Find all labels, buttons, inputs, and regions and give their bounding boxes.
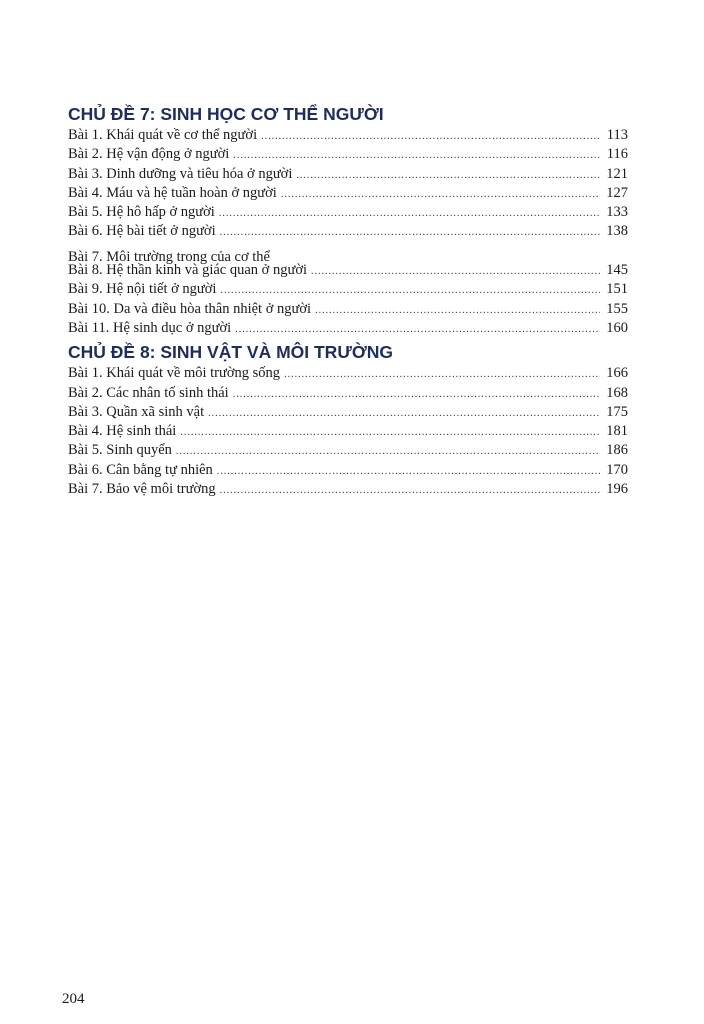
dot-leader xyxy=(281,185,600,204)
dot-leader xyxy=(284,365,600,384)
toc-entry xyxy=(68,261,628,280)
toc-entry-page: 121 xyxy=(606,165,628,182)
toc-entry-title: Bài 5. Hệ hô hấp ở người xyxy=(68,204,215,221)
toc-entry-page: 168 xyxy=(606,384,628,401)
dot-leader xyxy=(219,204,600,223)
toc-entry-page: 166 xyxy=(606,365,628,382)
toc-entry-page: 113 xyxy=(606,127,628,143)
dot-leader xyxy=(311,262,600,281)
toc-entry-title: Bài 2. Hệ vận động ở người xyxy=(68,146,230,163)
toc-entry-page: 186 xyxy=(606,442,628,459)
toc-entry-title: Bài 4. Máu và hệ tuần hoàn ở người xyxy=(68,184,277,201)
toc-entry-title: Bài 1. Khái quát về cơ thể người xyxy=(68,127,258,143)
dot-leader xyxy=(274,242,600,261)
toc-entry xyxy=(68,441,628,460)
chapter-8-entries xyxy=(68,364,628,499)
toc-entry-title: Bài 8. Hệ thần kinh và giác quan ở người xyxy=(68,262,308,279)
toc-entry-page: 116 xyxy=(606,146,628,163)
toc-entry-page: 151 xyxy=(606,281,628,298)
toc-entry-page: 196 xyxy=(606,481,628,498)
toc-entry xyxy=(68,300,628,319)
toc-entry-title: Bài 7. Bảo vệ môi trường xyxy=(68,481,216,498)
toc-entry-title: Bài 11. Hệ sinh dục ở người xyxy=(68,319,232,336)
toc-entry-title: Bài 9. Hệ nội tiết ở người xyxy=(68,281,217,298)
toc-entry-page: 138 xyxy=(606,223,628,240)
toc-entry-title: Bài 6. Hệ bài tiết ở người xyxy=(68,223,216,240)
chapter-7-entries xyxy=(68,126,628,338)
toc-entry xyxy=(68,203,628,222)
toc-entry xyxy=(68,461,628,480)
toc-entry-page: 145 xyxy=(606,262,628,279)
toc-entry xyxy=(68,422,628,441)
toc-entry-page: 181 xyxy=(606,423,628,440)
toc-entry xyxy=(68,165,628,184)
toc-entry-page: 127 xyxy=(606,184,628,201)
toc-entry-title: Bài 10. Da và điều hòa thân nhiệt ở người xyxy=(68,300,312,317)
dot-leader xyxy=(220,481,600,500)
toc-entry xyxy=(68,145,628,164)
toc-entry-title: Bài 6. Cân bằng tự nhiên xyxy=(68,461,213,478)
toc-entry-title: Bài 4. Hệ sinh thái xyxy=(68,423,177,440)
dot-leader xyxy=(233,385,600,404)
dot-leader xyxy=(296,166,600,185)
toc-entry xyxy=(68,364,628,383)
dot-leader xyxy=(233,146,600,165)
toc-entry xyxy=(68,184,628,203)
toc-entry-title: Bài 3. Dinh dưỡng và tiêu hóa ở người xyxy=(68,165,293,182)
dot-leader xyxy=(315,301,600,320)
toc-entry-page: 133 xyxy=(606,204,628,221)
toc-entry xyxy=(68,222,628,241)
dot-leader xyxy=(176,442,600,461)
toc-entry xyxy=(68,242,628,266)
chapter-heading-8: CHỦ ĐỀ 8: SINH VẬT VÀ MÔI TRƯỜNG xyxy=(68,342,394,363)
toc-entry xyxy=(68,319,628,338)
toc-entry-title: Bài 2. Các nhân tố sinh thái xyxy=(68,384,229,401)
toc-entry-title: Bài 7. Môi trường trong của cơ thể xyxy=(68,249,270,266)
toc-entry xyxy=(68,403,628,422)
page-number: 204 xyxy=(62,991,85,1007)
dot-leader xyxy=(180,423,600,442)
dot-leader xyxy=(235,320,600,339)
toc-entry xyxy=(68,280,628,299)
toc-entry-title: Bài 1. Khái quát về môi trường sống xyxy=(68,365,281,382)
toc-entry-page: 170 xyxy=(606,461,628,478)
dot-leader xyxy=(217,462,600,481)
dot-leader xyxy=(261,127,600,146)
table-of-contents xyxy=(68,103,628,499)
toc-entry xyxy=(68,126,628,145)
toc-entry xyxy=(68,480,628,499)
toc-entry-page: 155 xyxy=(606,300,628,317)
toc-entry-page: 175 xyxy=(606,403,628,420)
dot-leader xyxy=(220,281,600,300)
dot-leader xyxy=(220,223,600,242)
toc-entry xyxy=(68,384,628,403)
chapter-heading-7: CHỦ ĐỀ 7: SINH HỌC CƠ THỂ NGƯỜI xyxy=(68,104,384,124)
toc-entry-title: Bài 3. Quần xã sinh vật xyxy=(68,403,205,420)
toc-entry-page: 160 xyxy=(606,319,628,336)
dot-leader xyxy=(208,404,600,423)
toc-entry-title: Bài 5. Sinh quyển xyxy=(68,442,172,459)
